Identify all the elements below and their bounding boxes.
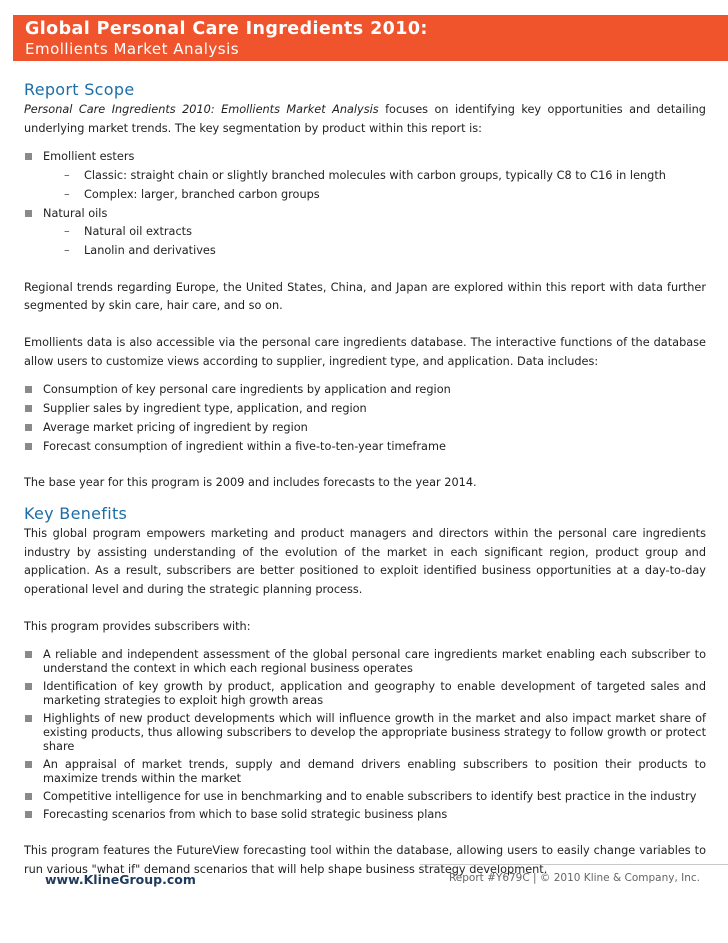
base-year-paragraph: The base year for this program is 2009 and includes forecasts to the year 2014. — [24, 476, 477, 490]
sub-list-item — [24, 167, 706, 186]
list-item — [24, 419, 706, 438]
dash-icon: – — [64, 169, 70, 183]
key-benefits-intro: This global program empowers marketing and product managers and directors within the personal care ingredients industry by assisting understanding of the evolution of the market in each significant region, product group and application. As a result, subscribers are better positioned to exploit identified business opportunities at a day-to-day operational level and during the strategic planning process. — [24, 526, 706, 597]
sub-item-text: Lanolin and derivatives — [84, 243, 216, 257]
list-item-text: Forecast consumption of ingredient within a five-to-ten-year timeframe — [43, 439, 446, 453]
report-scope-heading: Report Scope — [24, 80, 135, 99]
bullet-icon — [25, 153, 32, 160]
sub-item-text: Complex: larger, branched carbon groups — [84, 187, 320, 201]
bullet-icon — [25, 761, 32, 768]
list-item-text: Supplier sales by ingredient type, application, and region — [43, 402, 367, 416]
bullet-icon — [25, 386, 32, 393]
closing-paragraph: This program features the FutureView forecasting tool within the database, allowing users to easily change variables to run various "what if" demand scenarios that will help shape business strategy development. — [24, 844, 706, 877]
segment-label: Natural oils — [43, 206, 108, 220]
title-banner — [13, 15, 728, 61]
report-title-italic: Personal Care Ingredients 2010: Emollients Market Analysis — [24, 103, 379, 116]
provides-paragraph: This program provides subscribers with: — [24, 619, 251, 633]
database-paragraph: Emollients data is also accessible via the personal care ingredients database. The interactive functions of the database allow users to customize views according to supplier, ingredient type, and application. Data includes: — [24, 336, 706, 368]
footer-divider — [420, 864, 728, 865]
sub-item-text: Classic: straight chain or slightly branched molecules with carbon groups, typically C8 to C16 in length — [84, 169, 666, 183]
main-content — [24, 79, 706, 880]
list-item — [24, 646, 706, 678]
benefit-text: Identification of key growth by product, application and geography to enable development of targeted sales and marketing strategies to exploit high growth areas — [43, 680, 706, 708]
footer — [45, 864, 700, 900]
key-benefits-heading: Key Benefits — [24, 503, 128, 523]
list-item-text: Consumption of key personal care ingredients by application and region — [43, 383, 451, 397]
list-item — [24, 788, 706, 806]
list-item — [24, 205, 706, 224]
list-item-text: Average market pricing of ingredient by region — [43, 420, 308, 434]
bullet-icon — [25, 443, 32, 450]
regional-paragraph: Regional trends regarding Europe, the United States, China, and Japan are explored within this report with data further segmented by skin care, hair care, and so on. — [24, 280, 706, 313]
benefit-text: Highlights of new product developments which will influence growth in the market and also impact market share of existing products, thus allowing subscribers to develop the appropriate business strategy to follow growth or protect share — [43, 712, 706, 754]
benefit-text: An appraisal of market trends, supply and demand drivers enabling subscribers to position their products to maximize trends within the market — [43, 758, 706, 786]
segment-list — [24, 148, 706, 260]
report-scope-intro-text: focuses on identifying key opportunities and detailing underlying market trends. The key segmentation by product within this report is: — [24, 103, 706, 135]
bullet-icon — [25, 405, 32, 412]
list-item — [24, 710, 706, 756]
list-item — [24, 400, 706, 419]
list-item — [24, 438, 706, 457]
bullet-icon — [25, 210, 32, 217]
bullet-icon — [25, 651, 32, 658]
banner-subtitle: Emollients Market Analysis — [25, 40, 240, 58]
bullet-icon — [25, 424, 32, 431]
bullet-icon — [25, 715, 32, 722]
dash-icon: – — [64, 225, 70, 239]
segment-label: Emollient esters — [43, 150, 135, 164]
sub-list-item — [24, 242, 706, 261]
list-item — [24, 678, 706, 710]
bullet-icon — [25, 683, 32, 690]
list-item — [24, 148, 706, 167]
bullet-icon — [25, 793, 32, 800]
benefit-text: Competitive intelligence for use in benchmarking and to enable subscribers to identify best practice in the industry — [43, 790, 697, 804]
list-item — [24, 756, 706, 788]
report-scope-intro — [24, 101, 706, 138]
website-link[interactable]: www.KlineGroup.com — [45, 872, 196, 887]
list-item — [24, 806, 706, 824]
dash-icon: – — [64, 187, 70, 201]
sub-item-text: Natural oil extracts — [84, 225, 192, 239]
sub-list-item — [24, 223, 706, 242]
benefit-text: A reliable and independent assessment of the global personal care ingredients market enabling each subscriber to understand the context in which each regional business operates — [43, 648, 706, 676]
bullet-icon — [25, 811, 32, 818]
dash-icon: – — [64, 243, 70, 257]
banner-title: Global Personal Care Ingredients 2010: — [25, 19, 428, 39]
data-includes-list — [24, 381, 706, 456]
report-copyright: Report #Y679C | © 2010 Kline & Company, Inc. — [448, 872, 700, 884]
list-item — [24, 381, 706, 400]
sub-list-item — [24, 186, 706, 205]
benefits-list — [24, 646, 706, 824]
benefit-text: Forecasting scenarios from which to base solid strategic business plans — [43, 808, 448, 822]
